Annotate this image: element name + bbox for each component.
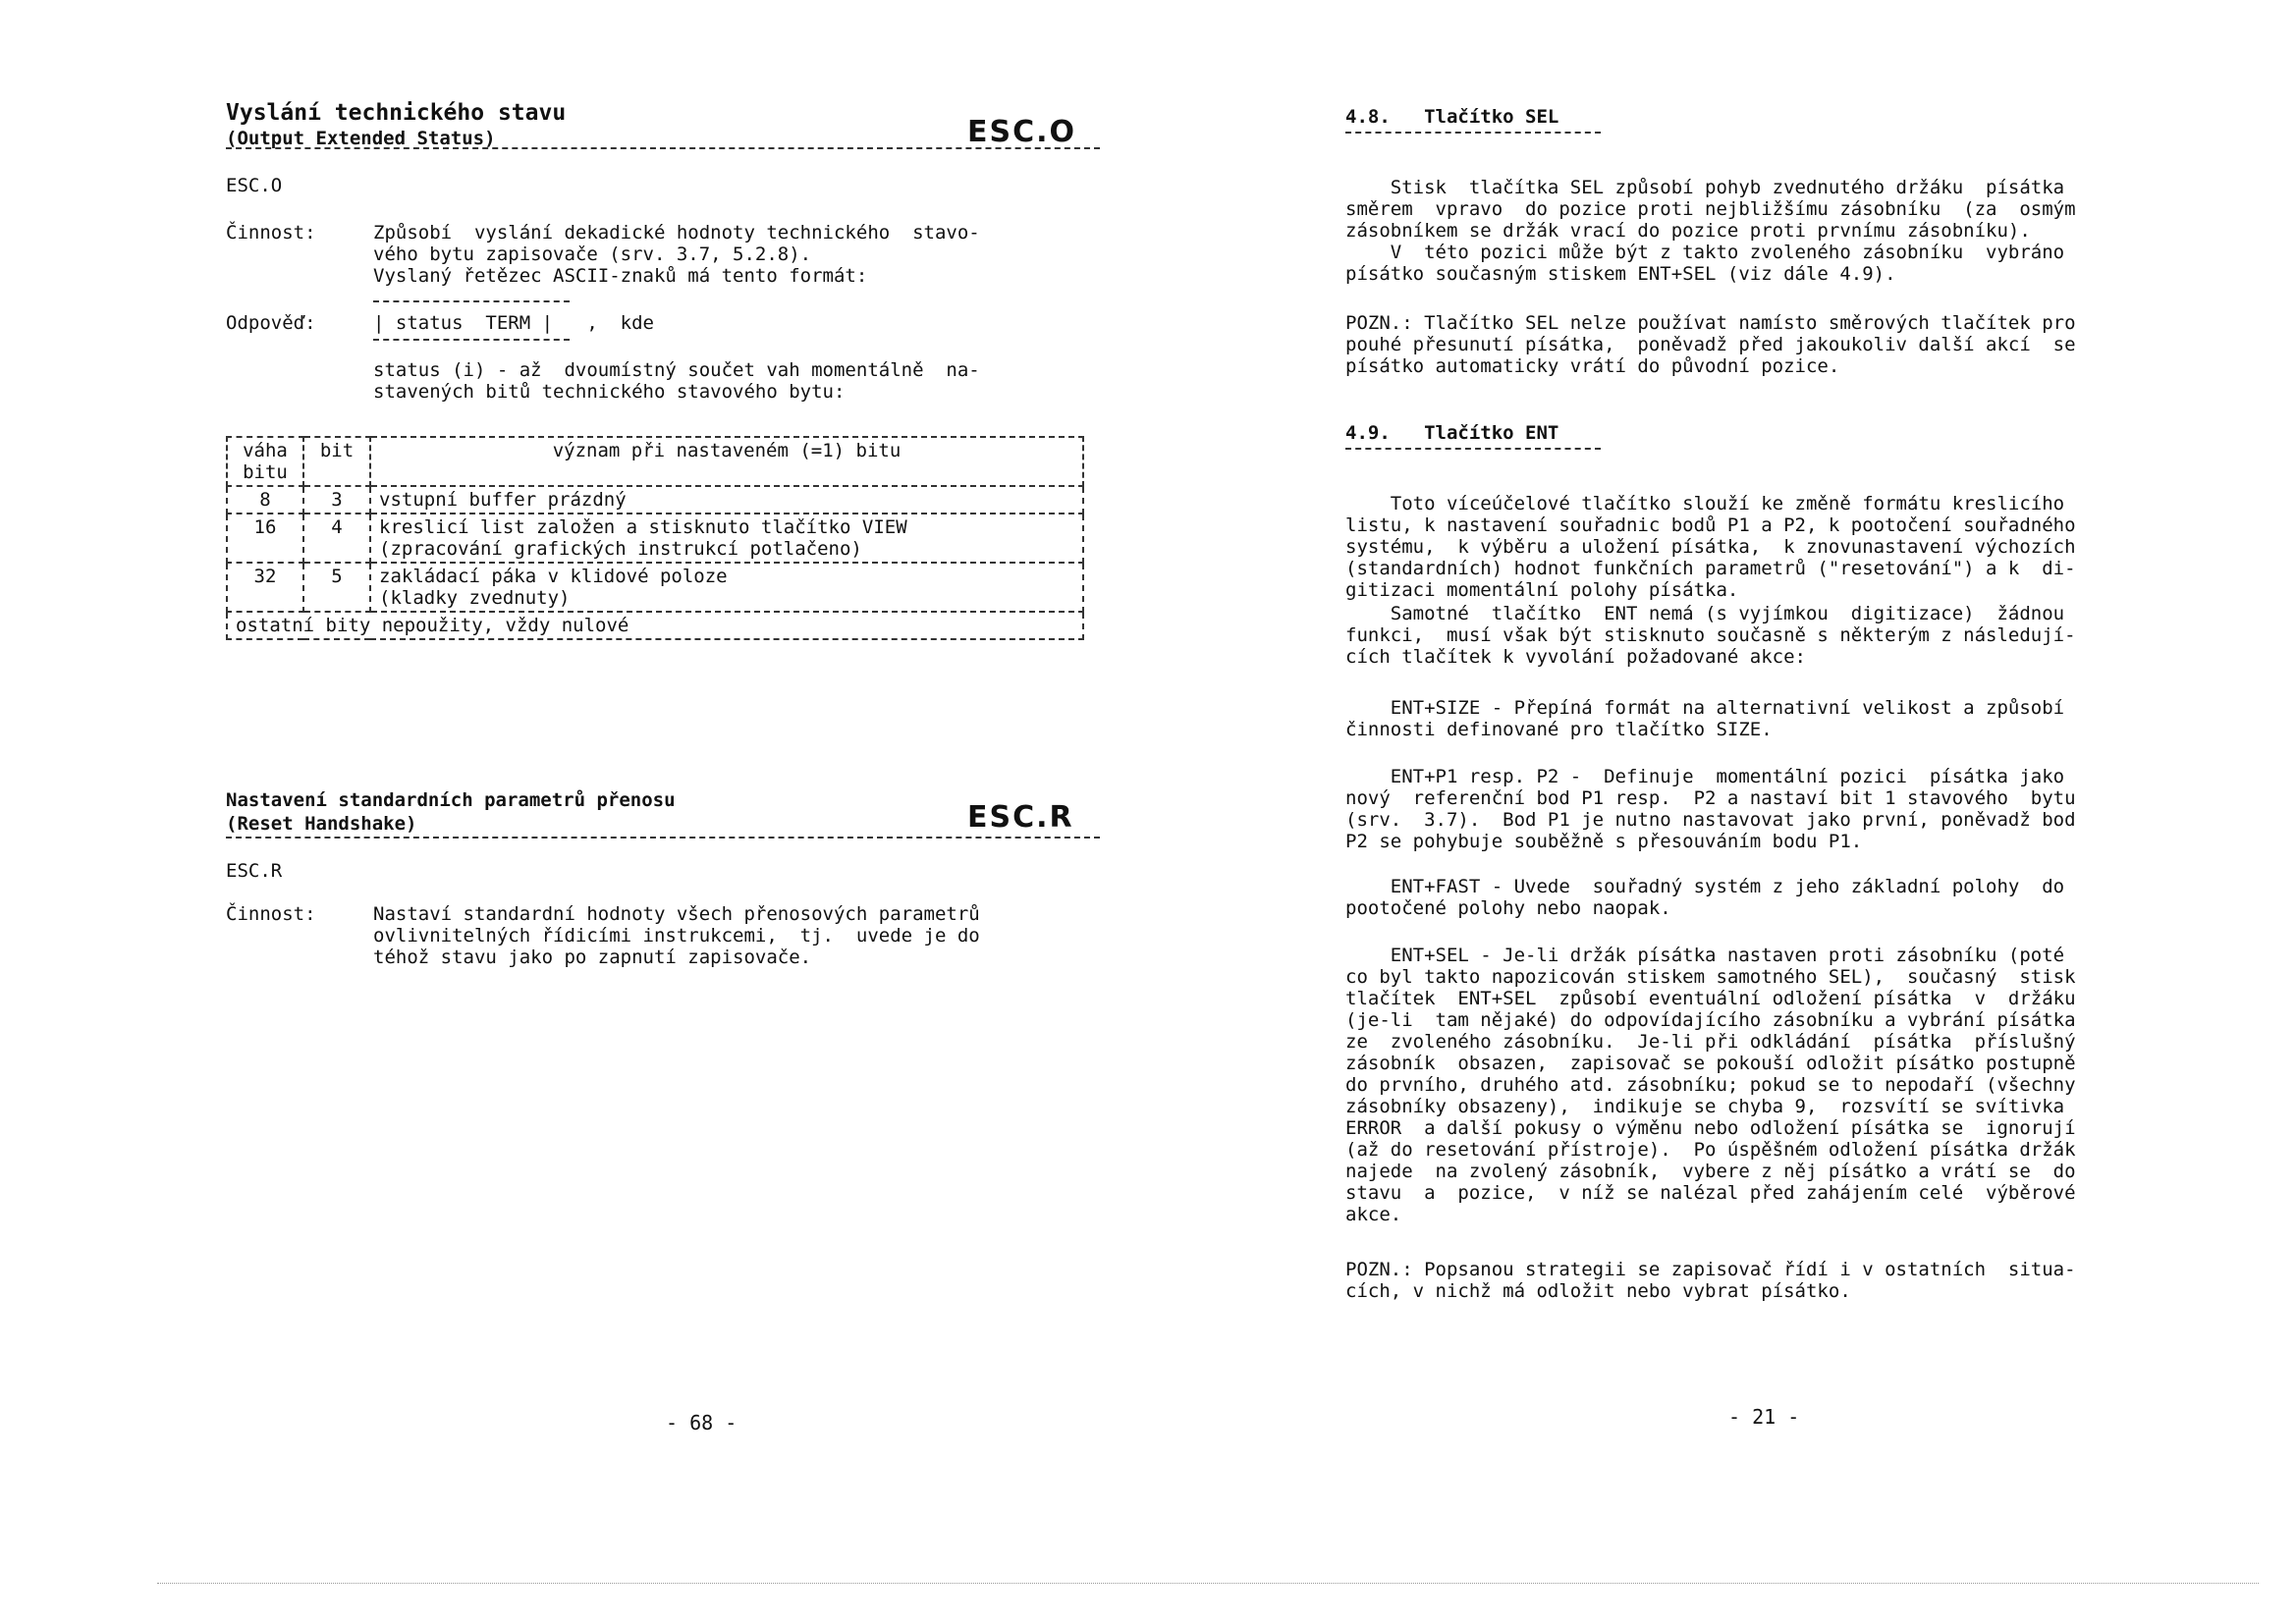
text-line: V této pozici může být z takto zvoleného zásobníku vybráno bbox=[1345, 242, 2065, 263]
cell-bit: 3 bbox=[303, 486, 370, 514]
text-line: listu, k nastavení souřadnic bodů P1 a P2, k pootočení souřadného bbox=[1345, 514, 2076, 536]
section2-rule bbox=[226, 837, 1100, 839]
text-line: gitizaci momentální polohy písátka. bbox=[1345, 579, 1739, 601]
text-line: (je-li tam nějaké) do odpovídajícího zásobníku a vybrání písátka bbox=[1345, 1009, 2076, 1031]
section1-status-line-2: stavených bitů technického stavového bytu: bbox=[373, 381, 846, 403]
section2-cinnost-line-2: ovlivnitelných řídicími instrukcemi, tj. uvede je do bbox=[373, 925, 980, 947]
cell-bit: 4 bbox=[303, 514, 370, 563]
left-page-number: - 68 - bbox=[666, 1411, 738, 1434]
text-line: ERROR a další pokusy o výměnu nebo odložení písátka se ignorují bbox=[1345, 1117, 2076, 1139]
heading-4-9-rule bbox=[1345, 448, 1601, 450]
cell-weight: 8 bbox=[227, 486, 303, 514]
text-line: P2 se pohybuje souběžně s přesouváním bodu P1. bbox=[1345, 831, 1863, 852]
section2-cinnost-label: Činnost: bbox=[226, 903, 316, 925]
section1-code: ESC.O bbox=[967, 115, 1077, 149]
section1-title: Vyslání technického stavu bbox=[226, 100, 567, 126]
header-weight: váha bitu bbox=[227, 437, 303, 486]
text-line: činnosti definované pro tlačítko SIZE. bbox=[1345, 719, 1773, 740]
odpoved-rule-top bbox=[373, 300, 570, 302]
section1-cinnost-label: Činnost: bbox=[226, 222, 316, 243]
section1-cinnost-line-2: vého bytu zapisovače (srv. 3.7, 5.2.8). bbox=[373, 243, 812, 265]
text-line: systému, k výběru a uložení písátka, k znovunastavení výchozích bbox=[1345, 536, 2076, 558]
section2-title: Nastavení standardních parametrů přenosu bbox=[226, 789, 676, 811]
section1-odpoved-label: Odpověď: bbox=[226, 312, 316, 334]
right-page-number: - 21 - bbox=[1728, 1405, 1800, 1429]
text-line: pouhé přesunutí písátka, poněvadž před jakoukoliv další akcí se bbox=[1345, 334, 2076, 355]
section1-cinnost-line-3: Vyslaný řetězec ASCII-znaků má tento formát: bbox=[373, 265, 868, 287]
odpoved-rule-bottom bbox=[373, 339, 570, 341]
table-row bbox=[227, 514, 1083, 563]
section2-code: ESC.R bbox=[967, 800, 1074, 835]
section1-status-line-1: status (i) - až dvoumístný součet vah momentálně na- bbox=[373, 359, 980, 381]
table-header-row bbox=[227, 437, 1083, 486]
text-line: Toto víceúčelové tlačítko slouží ke změně formátu kreslicího bbox=[1345, 493, 2065, 514]
text-line: ENT+FAST - Uvede souřadný systém z jeho základní polohy do bbox=[1345, 876, 2065, 897]
text-line: ze zvoleného zásobníku. Je-li při odkládání písátka příslušný bbox=[1345, 1031, 2076, 1053]
text-line: písátko současným stiskem ENT+SEL (viz dále 4.9). bbox=[1345, 263, 1896, 285]
text-line: (standardních) hodnot funkčních parametrů ("resetování") a k di- bbox=[1345, 558, 2076, 579]
section1-rule bbox=[226, 147, 1100, 149]
cell-footer: ostatní bity nepoužity, vždy nulové bbox=[227, 612, 1083, 639]
text-line: zásobníky obsazeny), indikuje se chyba 9, rozsvítí se svítivka bbox=[1345, 1096, 2065, 1117]
text-line: (až do resetování přístroje). Po úspěšném odložení písátka držák bbox=[1345, 1139, 2076, 1161]
text-line: cích, v nichž má odložit nebo vybrat písátko. bbox=[1345, 1280, 1851, 1302]
text-line: co byl takto napozicován stiskem samotného SEL), současný stisk bbox=[1345, 966, 2076, 988]
cell-meaning: zakládací páka v klidové poloze (kladky zvednuty) bbox=[370, 563, 1083, 612]
text-line: pootočené polohy nebo naopak. bbox=[1345, 897, 1671, 919]
section1-cmd: ESC.O bbox=[226, 175, 283, 196]
text-line: akce. bbox=[1345, 1204, 1402, 1225]
text-line: zásobník obsazen, zapisovač se pokouší odložit písátko postupně bbox=[1345, 1053, 2076, 1074]
text-line: tlačítek ENT+SEL způsobí eventuální odložení písátka v držáku bbox=[1345, 988, 2076, 1009]
table-footer-row bbox=[227, 612, 1083, 639]
scan-edge-line bbox=[157, 1583, 2259, 1584]
status-bits-table bbox=[226, 436, 1084, 640]
text-line: POZN.: Popsanou strategii se zapisovač řídí i v ostatních situa- bbox=[1345, 1259, 2076, 1280]
text-line: Samotné tlačítko ENT nemá (s vyjímkou digitizace) žádnou bbox=[1345, 603, 2065, 624]
text-line: stavu a pozice, v níž se nalézal před zahájením celé výběrové bbox=[1345, 1182, 2076, 1204]
text-line: POZN.: Tlačítko SEL nelze používat namísto směrových tlačítek pro bbox=[1345, 312, 2076, 334]
cell-weight: 16 bbox=[227, 514, 303, 563]
heading-4-8-rule bbox=[1345, 132, 1601, 134]
section2-cinnost-line-3: téhož stavu jako po zapnutí zapisovače. bbox=[373, 947, 812, 968]
text-line: (srv. 3.7). Bod P1 je nutno nastavovat jako první, poněvadž bod bbox=[1345, 809, 2076, 831]
text-line: Stisk tlačítka SEL způsobí pohyb zvednutého držáku písátka bbox=[1345, 177, 2065, 198]
section2-cinnost-line-1: Nastaví standardní hodnoty všech přenosových parametrů bbox=[373, 903, 980, 925]
heading-4-9: 4.9. Tlačítko ENT bbox=[1345, 422, 1559, 444]
text-line: cích tlačítek k vyvolání požadované akce: bbox=[1345, 646, 1806, 668]
section1-cinnost-line-1: Způsobí vyslání dekadické hodnoty technického stavo- bbox=[373, 222, 980, 243]
text-line: ENT+SEL - Je-li držák písátka nastaven proti zásobníku (poté bbox=[1345, 945, 2065, 966]
cell-bit: 5 bbox=[303, 563, 370, 612]
section1-odpoved-format: | status TERM | , kde bbox=[373, 312, 654, 334]
section2-cmd: ESC.R bbox=[226, 860, 283, 882]
text-line: funkci, musí však být stisknuto současně s některým z následují- bbox=[1345, 624, 2076, 646]
text-line: do prvního, druhého atd. zásobníku; pokud se to nepodaří (všechny bbox=[1345, 1074, 2076, 1096]
table-row bbox=[227, 563, 1083, 612]
text-line: zásobníkem se držák vrací do pozice proti prvnímu zásobníku). bbox=[1345, 220, 2031, 242]
header-bit: bit bbox=[303, 437, 370, 486]
text-line: najede na zvolený zásobník, vybere z něj písátko a vrátí se do bbox=[1345, 1161, 2076, 1182]
text-line: nový referenční bod P1 resp. P2 a nastaví bit 1 stavového bytu bbox=[1345, 787, 2076, 809]
text-line: směrem vpravo do pozice proti nejbližšímu zásobníku (za osmým bbox=[1345, 198, 2076, 220]
cell-meaning: kreslicí list založen a stisknuto tlačítko VIEW (zpracování grafických instrukcí potlačeno) bbox=[370, 514, 1083, 563]
cell-weight: 32 bbox=[227, 563, 303, 612]
text-line: písátko automaticky vrátí do původní pozice. bbox=[1345, 355, 1840, 377]
text-line: ENT+SIZE - Přepíná formát na alternativní velikost a způsobí bbox=[1345, 697, 2065, 719]
section2-subtitle: (Reset Handshake) bbox=[226, 813, 417, 835]
heading-4-8: 4.8. Tlačítko SEL bbox=[1345, 106, 1559, 128]
header-meaning: význam při nastaveném (=1) bitu bbox=[370, 437, 1083, 486]
cell-meaning: vstupní buffer prázdný bbox=[370, 486, 1083, 514]
section1-subtitle: (Output Extended Status) bbox=[226, 128, 496, 149]
text-line: ENT+P1 resp. P2 - Definuje momentální pozici písátka jako bbox=[1345, 766, 2065, 787]
table-row bbox=[227, 486, 1083, 514]
